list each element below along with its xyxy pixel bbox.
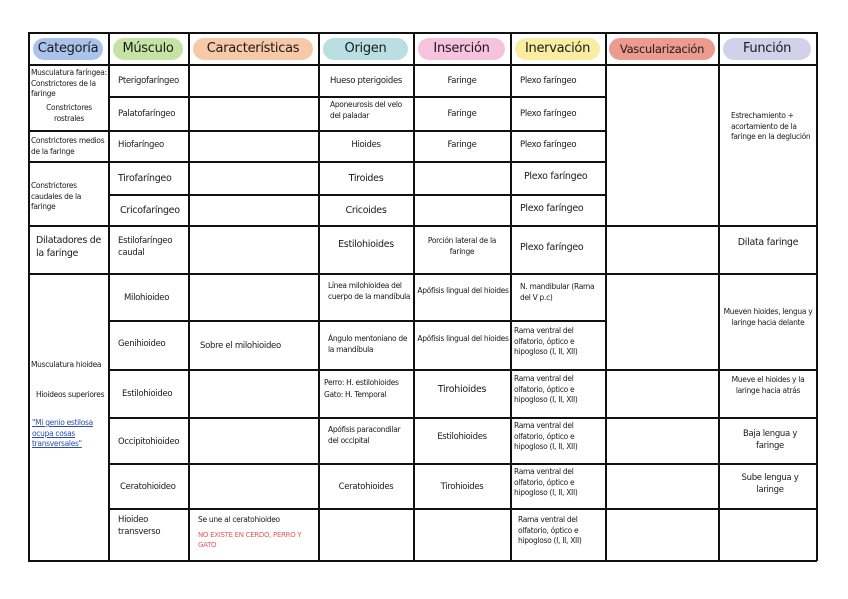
header-categoria: Categoría xyxy=(33,38,103,60)
innervation-estilohioideo: Rama ventral del olfatorio, óptico e hipogloso (I, II, XII) xyxy=(514,374,578,404)
characteristics-genihioideo: Sobre el milohioideo xyxy=(200,341,281,351)
innervation-estilofaringeo: Plexo faríngeo xyxy=(520,242,584,253)
origin-milohioideo: Línea milohioidea del cuerpo de la mandíbula xyxy=(328,281,411,301)
muscle-tirofaringeo: Tirofaríngeo xyxy=(118,173,172,184)
category-constrictores-caudales: Constrictores caudales de la faringe xyxy=(31,181,82,211)
insertion-palatofaringeo: Faringe xyxy=(447,109,477,119)
muscle-cricofaringeo: Cricofaríngeo xyxy=(120,205,180,216)
row-line xyxy=(28,273,817,275)
insertion-occipitohioideo: Estilohioides xyxy=(437,432,487,442)
col-line xyxy=(605,32,607,561)
mnemonic-note: "Mi genio estilosa ocupa cosas transversales" xyxy=(32,418,93,448)
innervation-milohioideo: N. mandibular (Rama del V p.c) xyxy=(520,282,595,302)
category-constrictores-rostrales: Constrictores rostrales xyxy=(46,103,92,123)
function-constrictores: Estrechamiento + acortamiento de la faringe en la deglución xyxy=(731,111,811,141)
insertion-milohioideo: Apófisis lingual del hioides xyxy=(417,286,509,295)
row-line xyxy=(108,463,817,465)
muscle-milohioideo: Milohioideo xyxy=(124,293,170,303)
col-line xyxy=(108,32,110,561)
muscle-ceratohioideo: Ceratohioideo xyxy=(120,482,176,492)
muscle-pterigofaringeo: Pterigofaríngeo xyxy=(118,76,179,86)
row-line xyxy=(108,194,606,196)
insertion-hiofaringeo: Faringe xyxy=(447,140,477,150)
innervation-occipitohioideo: Rama ventral del olfatorio, óptico e hipogloso (I, II, XII) xyxy=(514,421,578,451)
function-estilofaringeo: Dilata faringe xyxy=(737,237,799,248)
muscle-palatofaringeo: Palatofaríngeo xyxy=(118,109,176,119)
muscle-genihioideo: Genihioideo xyxy=(118,339,166,349)
row-line xyxy=(108,417,817,419)
characteristics-hioideo-transverso: Se une al ceratohioideo xyxy=(198,515,280,524)
category-musculatura-hioidea: Musculatura hioidea xyxy=(31,360,102,369)
header-caracteristicas: Características xyxy=(193,38,313,60)
innervation-genihioideo: Rama ventral del olfatorio, óptico e hipogloso (I, II, XII) xyxy=(514,326,578,356)
col-line xyxy=(28,32,30,561)
origin-pterigofaringeo: Hueso pterigoides xyxy=(329,76,403,86)
col-line xyxy=(188,32,190,561)
innervation-ceratohioideo: Rama ventral del olfatorio, óptico e hipogloso (I, II, XII) xyxy=(514,467,578,497)
origin-estilohioideo-perro: Perro: H. estilohioides xyxy=(324,378,399,387)
innervation-palatofaringeo: Plexo faríngeo xyxy=(520,109,577,119)
origin-palatofaringeo: Aponeurosis del velo del paladar xyxy=(330,100,402,120)
muscle-hioideo-transverso: Hioideo transverso xyxy=(118,515,161,537)
header-inervacion: Inervación xyxy=(515,38,600,60)
innervation-pterigofaringeo: Plexo faríngeo xyxy=(520,76,577,86)
row-line xyxy=(28,130,606,132)
col-line xyxy=(816,32,818,561)
insertion-genihioideo: Apófisis lingual del hioides xyxy=(417,334,509,343)
innervation-tirofaringeo: Plexo faríngeo xyxy=(524,171,588,182)
header-funcion: Función xyxy=(723,38,811,60)
origin-tirofaringeo: Tiroides xyxy=(348,173,384,184)
row-line xyxy=(28,225,817,227)
header-musculo: Músculo xyxy=(113,38,183,60)
table-border-top xyxy=(28,32,817,34)
header-divider xyxy=(28,64,817,66)
origin-hiofaringeo: Hioides xyxy=(351,140,381,150)
category-hioideos-superiores: Hioideos superiores xyxy=(36,390,105,399)
row-line xyxy=(108,320,606,322)
origin-estilohioideo-gato: Gato: H. Temporal xyxy=(324,390,387,399)
muscle-hiofaringeo: Hiofaríngeo xyxy=(118,140,164,150)
table-border-bottom xyxy=(28,560,817,562)
note-no-existe: NO EXISTE EN CERDO, PERRO Y GATO xyxy=(198,531,302,549)
muscle-estilohioideo: Estilohioideo xyxy=(122,389,173,399)
header-origen: Origen xyxy=(323,38,408,60)
category-constrictores-medios: Constrictores medios de la faringe xyxy=(31,136,105,156)
muscle-estilofaringeo: Estilofaríngeo caudal xyxy=(118,236,173,258)
function-hioideos-delante: Mueven hioides, lengua y laringe hacia delante xyxy=(723,307,813,327)
category-constrictores-faringe: Musculatura faríngea: Constrictores de la faringe xyxy=(31,68,107,98)
header-insercion: Inserción xyxy=(418,38,505,60)
col-line xyxy=(718,32,720,561)
insertion-estilohioideo: Tirohioides xyxy=(437,384,487,395)
row-line xyxy=(108,508,817,510)
function-occipitohioideo: Baja lengua y faringe xyxy=(742,429,798,451)
origin-cricofaringeo: Cricoides xyxy=(345,205,387,216)
insertion-estilofaringeo: Porción lateral de la faringe xyxy=(427,236,497,256)
row-line xyxy=(28,161,606,163)
insertion-pterigofaringeo: Faringe xyxy=(447,76,477,86)
header-vascularizacion: Vascularización xyxy=(609,38,715,60)
innervation-hioideo-transverso: Rama ventral del olfatorio, óptico e hipogloso (I, II, XII) xyxy=(518,515,582,545)
origin-ceratohioideo: Ceratohioides xyxy=(338,482,394,492)
category-dilatadores: Dilatadores de la faringe xyxy=(36,235,101,259)
innervation-cricofaringeo: Plexo faríngeo xyxy=(520,203,584,214)
row-line xyxy=(108,96,606,98)
row-line xyxy=(108,369,817,371)
innervation-hiofaringeo: Plexo faríngeo xyxy=(520,140,577,150)
origin-genihioideo: Ángulo mentoniano de la mandíbula xyxy=(328,334,408,354)
origin-estilofaringeo: Estilohioides xyxy=(338,239,394,250)
function-ceratohioideo: Sube lengua y laringe xyxy=(741,473,799,495)
origin-occipitohioideo: Apófisis paracondilar del occipital xyxy=(328,425,401,445)
insertion-ceratohioideo: Tirohioides xyxy=(440,482,484,492)
muscle-occipitohioideo: Occipitohioideo xyxy=(118,437,180,447)
col-line xyxy=(510,32,512,561)
function-estilohioideo: Mueve el hioides y la laringe hacia atrás xyxy=(731,375,805,395)
